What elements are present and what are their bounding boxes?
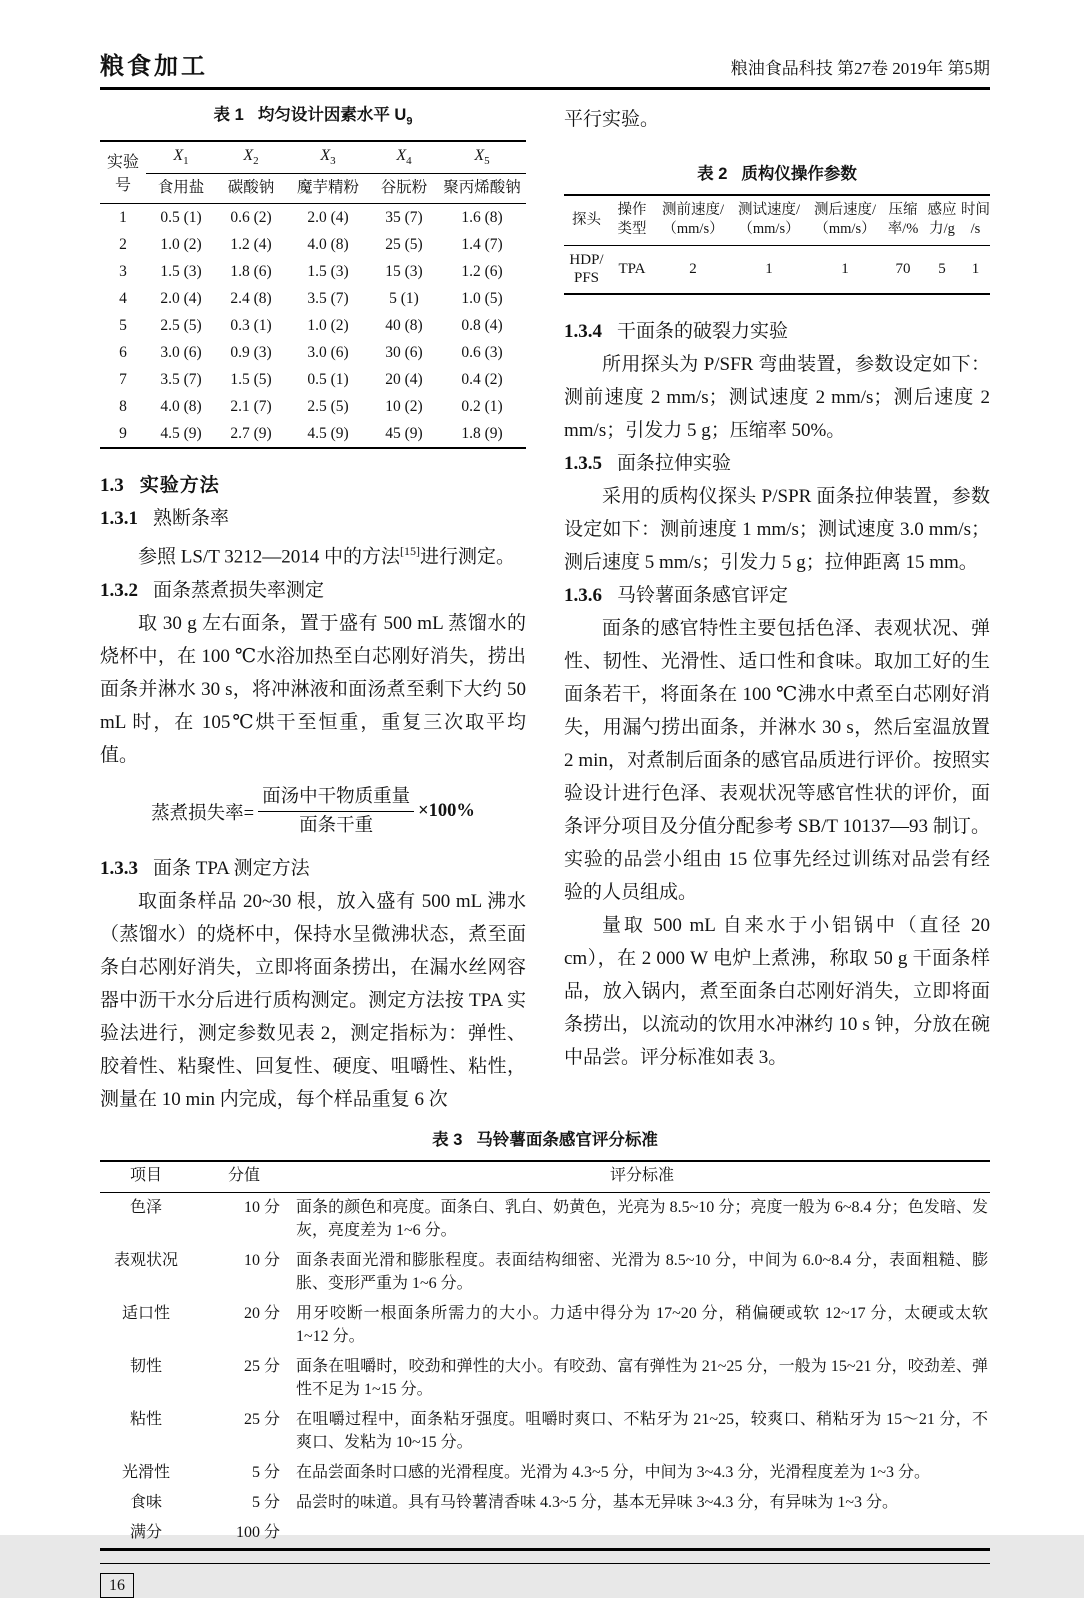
table1-number: 表 1 <box>213 106 244 124</box>
item-cell: 适口性 <box>121 1304 170 1322</box>
cell: 0.4 (2) <box>461 370 503 388</box>
page-header <box>100 54 990 90</box>
table-row <box>100 1299 990 1352</box>
heading-1-3-5: 1.3.5 面条拉伸实验 <box>564 453 732 474</box>
table-row <box>100 258 526 285</box>
table-row <box>100 231 526 258</box>
cell: 2.0 (4) <box>160 289 202 307</box>
table2-title <box>564 162 990 186</box>
cell: 0.6 (3) <box>461 343 503 361</box>
item-cell: 色泽 <box>129 1198 162 1216</box>
table-row <box>100 1488 990 1518</box>
score-cell: 10 分 <box>243 1251 280 1269</box>
cell: 35 (7) <box>385 208 423 226</box>
cell: 2 <box>119 235 127 253</box>
table-row <box>100 420 526 448</box>
cell: 45 (9) <box>385 424 423 442</box>
heading-1-3-3: 1.3.3 面条 TPA 测定方法 <box>100 857 310 879</box>
cell: 25 (5) <box>385 235 423 253</box>
cell: 0.9 (3) <box>230 343 272 361</box>
formula-fraction <box>258 785 414 838</box>
cell: 4.0 (8) <box>307 235 349 253</box>
cell: 0.6 (2) <box>230 208 272 226</box>
footer-rule <box>100 1563 990 1564</box>
heading-1-3-4: 1.3.4 干面条的破裂力实验 <box>564 321 789 342</box>
score-cell: 10 分 <box>243 1198 280 1216</box>
page-content <box>100 54 990 1598</box>
desc-cell: 在咀嚼过程中，面条粘牙强度。咀嚼时爽口、不粘牙为 21~25，较爽口、稍粘牙为 15～21 分，不爽口、发粘为 10~15 分。 <box>296 1410 988 1451</box>
cell: 1 <box>765 260 773 277</box>
desc-cell: 在品尝面条时口感的光滑程度。光滑为 4.3~5 分，中间为 3~4.3 分，光滑程度差为 1~3 分。 <box>296 1463 930 1481</box>
factor-name: 魔芋精粉 <box>286 174 370 204</box>
table1-rowhead <box>100 141 146 204</box>
cell: 15 (3) <box>385 262 423 280</box>
factor-symbol: $X_2$ <box>216 141 286 174</box>
item-cell: 韧性 <box>129 1357 162 1375</box>
cell: 4.5 (9) <box>307 424 349 442</box>
desc-cell: 用牙咬断一根面条所需力的大小。力适中得分为 17~20 分，稍偏硬或软 12~17 分，太硬或太软 1~12 分。 <box>296 1304 988 1345</box>
factor-name: 食用盐 <box>146 174 216 204</box>
cell: 2.0 (4) <box>307 208 349 226</box>
table2-number: 表 2 <box>697 165 728 183</box>
factor-name: 聚丙烯酸钠 <box>438 174 526 204</box>
para-1-3-6a: 面条的感官特性主要包括色泽、表观状况、弹性、韧性、光滑性、适口性和食味。取加工好的生面条若干，将面条在 100 ℃沸水中煮至白芯刚好消失，用漏勺捞出面条，并淋水 30 s，然后室温放置 2 min，对煮制后面条的感官品质进行评价。按照实验设计进行色泽、表观状况等感官性状的评价，面条评分项目及分值分配参考 SB/T 10137—93 制订。实验的品尝小组由 15 位事先经过训练对品尝有经验的人员组成。 <box>564 618 990 903</box>
score-cell: 25 分 <box>243 1410 280 1428</box>
cell: 4.5 (9) <box>160 424 202 442</box>
table-row <box>100 393 526 420</box>
table1-caption-subscript: 9 <box>406 115 413 128</box>
factor-name: 碳酸钠 <box>216 174 286 204</box>
table3-header-row <box>100 1161 990 1193</box>
item-cell: 光滑性 <box>121 1463 170 1481</box>
factor-symbol: $X_4$ <box>370 141 438 174</box>
score-cell: 25 分 <box>243 1357 280 1375</box>
formula-denominator: 面条干重 <box>299 816 374 837</box>
table-row <box>100 1246 990 1299</box>
item-cell: 粘性 <box>129 1410 162 1428</box>
table3-block <box>100 1128 990 1551</box>
table2-header-probe: 探头 <box>564 195 609 246</box>
table2-header-trigger-force: 感应 力/g <box>923 195 961 246</box>
heading-1-3-1: 1.3.1 熟断条率 <box>100 508 230 530</box>
table-row <box>100 1352 990 1405</box>
cell: 2.5 (5) <box>160 316 202 334</box>
table1-caption: 均匀设计因素水平 U <box>257 106 407 124</box>
cell: 2.7 (9) <box>230 424 272 442</box>
cell: 1.6 (8) <box>461 208 503 226</box>
cell: 0.3 (1) <box>230 316 272 334</box>
table-row <box>100 1405 990 1458</box>
item-cell: 食味 <box>129 1493 162 1511</box>
two-column-body <box>100 103 990 1116</box>
table2-header-test-speed: 测试速度/ （mm/s） <box>731 195 807 246</box>
table-row <box>100 1518 990 1550</box>
cell: 7 <box>119 370 127 388</box>
sensory-scoring-table <box>100 1160 990 1551</box>
item-cell: 表观状况 <box>113 1251 178 1269</box>
table2-block <box>564 162 990 295</box>
cell: 1.5 (3) <box>307 262 349 280</box>
cell: 40 (8) <box>385 316 423 334</box>
cell: 5 <box>119 316 127 334</box>
para-1-3-2: 取 30 g 左右面条，置于盛有 500 mL 蒸馏水的烧杯中，在 100 ℃水浴加热至白芯刚好消失，捞出面条并淋水 30 s，将冲淋液和面汤煮至剩下大约 50 mL 时，在 105℃烘干至恒重，重复三次取平均值。 <box>100 612 526 766</box>
heading-1-3-6: 1.3.6 马铃薯面条感官评定 <box>564 585 789 606</box>
table3-header-criteria: 评分标准 <box>296 1161 990 1193</box>
desc-cell: 品尝时的味道。具有马铃薯清香味 4.3~5 分，基本无异味 3~4.3 分，有异味为 1~3 分。 <box>296 1493 898 1511</box>
cell: 8 <box>119 397 127 415</box>
cell: 2.5 (5) <box>307 397 349 415</box>
table3-caption: 马铃薯面条感官评分标准 <box>476 1130 658 1149</box>
cell: 6 <box>119 343 127 361</box>
cell: 1 <box>119 208 127 226</box>
table2-header-compression: 压缩 率/% <box>883 195 923 246</box>
cell: 3 <box>119 262 127 280</box>
table-row <box>100 339 526 366</box>
cell: 70 <box>895 260 911 277</box>
cell: 3.5 (7) <box>160 370 202 388</box>
cell: 2.1 (7) <box>230 397 272 415</box>
cell: 20 (4) <box>385 370 423 388</box>
cell: 0.2 (1) <box>461 397 503 415</box>
score-cell: 20 分 <box>243 1304 280 1322</box>
cell: 1 <box>841 260 849 277</box>
cell: 1.0 (2) <box>307 316 349 334</box>
table2-header-pretest-speed: 测前速度/ （mm/s） <box>655 195 731 246</box>
table1-block <box>100 103 526 449</box>
cell: 5 (1) <box>389 289 419 307</box>
cell: 1 <box>971 260 980 277</box>
cell: 1.8 (6) <box>230 262 272 280</box>
para-continuation: 平行实验。 <box>564 109 660 130</box>
cell: 0.5 (1) <box>160 208 202 226</box>
uniform-design-table <box>100 140 526 449</box>
page-number-box: 16 <box>100 1573 134 1598</box>
cell: 1.4 (7) <box>461 235 503 253</box>
factor-symbol: $X_5$ <box>438 141 526 174</box>
score-cell: 5 分 <box>251 1493 280 1511</box>
column-section-label: 粮食加工 <box>100 53 208 80</box>
cell: TPA <box>618 260 646 277</box>
cell: 1.5 (3) <box>160 262 202 280</box>
cell: 3.5 (7) <box>307 289 349 307</box>
journal-issue-info: 粮油食品科技 第27卷 2019年 第5期 <box>730 59 990 78</box>
table1-rowhead-line1: 实验 <box>106 153 139 171</box>
table-row <box>100 312 526 339</box>
factor-name: 谷朊粉 <box>370 174 438 204</box>
cell: 1.8 (9) <box>461 424 503 442</box>
table-row <box>100 204 526 232</box>
table1-rowhead-line2: 号 <box>114 176 131 194</box>
table-row <box>564 246 990 295</box>
desc-cell: 面条在咀嚼时，咬劲和弹性的大小。有咬劲、富有弹性为 21~25 分，一般为 15~21 分，咬劲差、弹性不足为 1~15 分。 <box>296 1357 988 1398</box>
score-cell: 5 分 <box>251 1463 280 1481</box>
factor-symbol: $X_3$ <box>286 141 370 174</box>
cell: 1.0 (2) <box>160 235 202 253</box>
para-1-3-4: 所用探头为 P/SFR 弯曲装置，参数设定如下：测前速度 2 mm/s；测试速度 2 mm/s；测后速度 2 mm/s；引发力 5 g；压缩率 50%。 <box>564 354 990 441</box>
cell: 1.0 (5) <box>461 289 503 307</box>
cell: 9 <box>119 424 127 442</box>
cell: 3.0 (6) <box>160 343 202 361</box>
table2-caption: 质构仪操作参数 <box>741 165 857 183</box>
item-cell: 满分 <box>129 1523 162 1541</box>
cell: 4 <box>119 289 127 307</box>
table-row <box>100 366 526 393</box>
cell: 1.2 (4) <box>230 235 272 253</box>
para-1-3-5: 采用的质构仪探头 P/SPR 面条拉伸装置，参数设定如下：测前速度 1 mm/s；测试速度 3.0 mm/s；测后速度 5 mm/s；引发力 5 g；拉伸距离 15 mm。 <box>564 486 990 573</box>
table-row <box>100 285 526 312</box>
table2-header-mode: 操作 类型 <box>609 195 655 246</box>
cooking-loss-formula <box>100 780 526 844</box>
formula-lhs: 蒸煮损失率= <box>151 803 255 824</box>
formula-rhs: ×100% <box>418 801 475 822</box>
score-cell: 100 分 <box>235 1523 280 1541</box>
cell: 1.2 (6) <box>461 262 503 280</box>
cell: 5 <box>938 260 946 277</box>
table-row <box>100 1458 990 1488</box>
cell: 0.8 (4) <box>461 316 503 334</box>
para-1-3-1: 参照 LS/T 3212—2014 中的方法[15]进行测定。 <box>138 544 515 568</box>
table3-title <box>100 1128 990 1152</box>
table2-header-time: 时间 /s <box>961 195 990 246</box>
formula-numerator: 面汤中干物质重量 <box>258 785 414 812</box>
cell: 2 <box>689 260 697 277</box>
table3-number: 表 3 <box>432 1130 463 1149</box>
heading-1-3: 1.3 实验方法 <box>100 475 220 497</box>
desc-cell: 面条的颜色和亮度。面条白、乳白、奶黄色，光亮为 8.5~10 分；亮度一般为 6~8.4 分；色发暗、发灰，亮度差为 1~6 分。 <box>296 1198 988 1239</box>
texture-analyzer-params-table <box>564 194 990 295</box>
right-column <box>564 103 990 1116</box>
table1-title <box>100 103 526 133</box>
citation-ref: [15] <box>399 544 420 559</box>
cell: 2.4 (8) <box>230 289 272 307</box>
desc-cell: 面条表面光滑和膨胀程度。表面结构细密、光滑为 8.5~10 分，中间为 6.0~8.4 分，表面粗糙、膨胀、变形严重为 1~6 分。 <box>296 1251 988 1292</box>
para-1-3-6b: 量取 500 mL 自来水于小铝锅中（直径 20 cm），在 2 000 W 电炉上煮沸，称取 50 g 干面条样品，放入锅内，煮至面条白芯刚好消失，立即将面条捞出，以流动的饮用水冲淋约 10 s 钟，分放在碗中品尝。评分标准如表 3。 <box>564 915 990 1068</box>
cell-probe: HDP/ PFS <box>569 252 604 286</box>
cell: 3.0 (6) <box>307 343 349 361</box>
heading-1-3-2: 1.3.2 面条蒸煮损失率测定 <box>100 579 325 601</box>
cell: 1.5 (5) <box>230 370 272 388</box>
cell: 0.5 (1) <box>307 370 349 388</box>
cell: 4.0 (8) <box>160 397 202 415</box>
table-row <box>100 1192 990 1246</box>
table3-header-score: 分值 <box>192 1161 296 1193</box>
desc-cell <box>296 1518 990 1550</box>
para-1-3-3: 取面条样品 20~30 根，放入盛有 500 mL 沸水（蒸馏水）的烧杯中，保持水呈微沸状态，煮至面条白芯刚好消失，立即将面条捞出，在漏水丝网容器中沥干水分后进行质构测定。测定方法按 TPA 实验法进行，测定参数见表 2，测定指标为：弹性、胶着性、粘聚性、回复性、硬度、咀嚼性、粘性，测量在 10 min 内完成，每个样品重复 6 次 <box>100 890 526 1110</box>
table2-header-posttest-speed: 测后速度/ （mm/s） <box>807 195 883 246</box>
factor-symbol: $X_1$ <box>146 141 216 174</box>
cell: 10 (2) <box>385 397 423 415</box>
left-column <box>100 103 526 1116</box>
table3-header-item: 项目 <box>100 1161 192 1193</box>
cell: 30 (6) <box>385 343 423 361</box>
